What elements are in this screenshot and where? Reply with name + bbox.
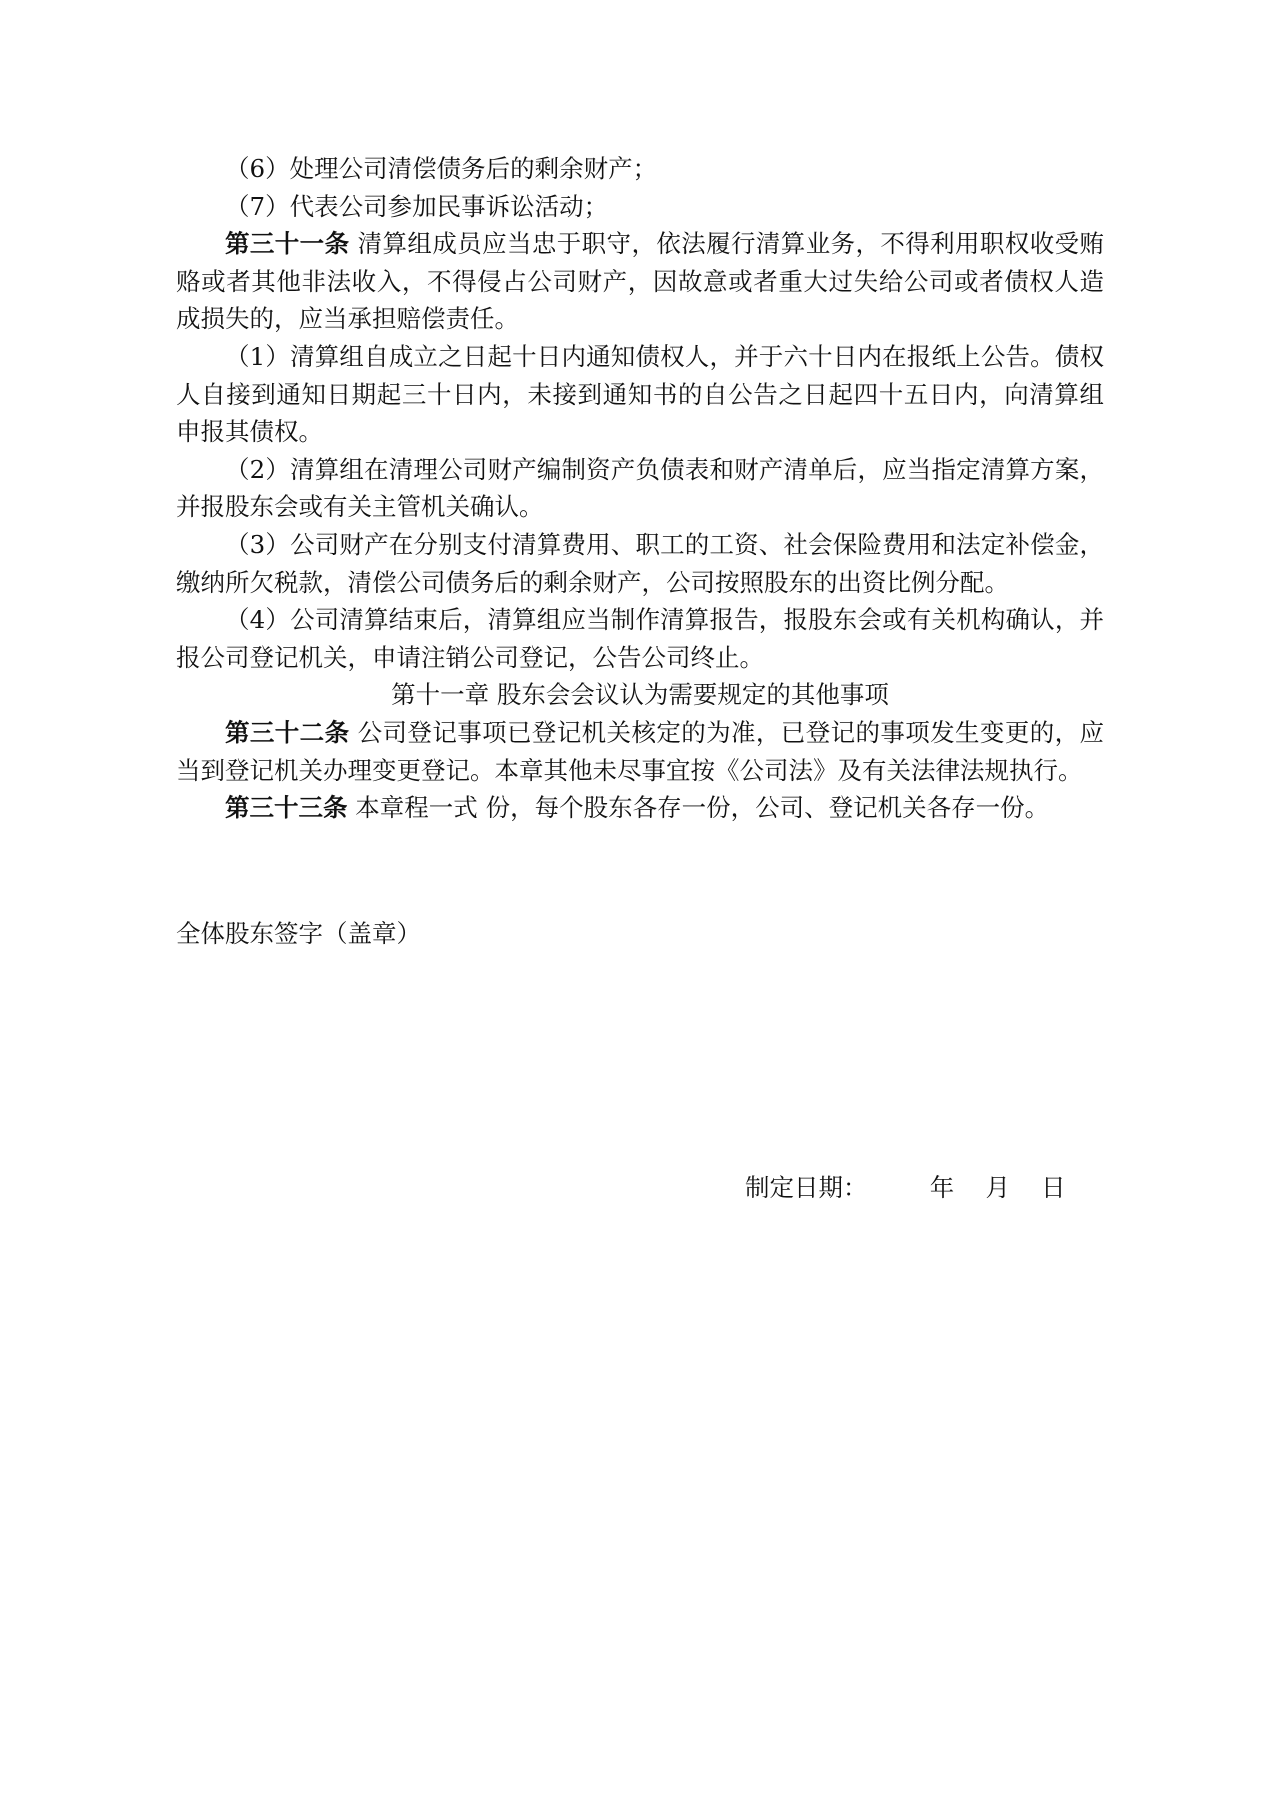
article-33-text: 本章程一式 份，每个股东各存一份，公司、登记机关各存一份。 xyxy=(347,793,1050,823)
article-33-label: 第三十三条 xyxy=(225,793,348,823)
article-31-point-3: （3）公司财产在分别支付清算费用、职工的工资、社会保险费用和法定补偿金，缴纳所欠税款，清偿公司债务后的剩余财产，公司按照股东的出资比例分配。 xyxy=(176,529,1104,597)
item-7: （7）代表公司参加民事诉讼活动； xyxy=(225,191,609,221)
article-31 xyxy=(176,225,1104,338)
article-33 xyxy=(176,789,1104,827)
article-31-text: 清算组成员应当忠于职守，依法履行清算业务，不得利用职权收受贿赂或者其他非法收入，不得侵占公司财产，因故意或者重大过失给公司或者债权人造成损失的，应当承担赔偿责任。 xyxy=(176,229,1104,334)
article-31-point-4: （4）公司清算结束后，清算组应当制作清算报告，报股东会或有关机构确认，并报公司登记机关，申请注销公司登记，公告公司终止。 xyxy=(176,605,1104,672)
article-31-point-2: （2）清算组在清理公司财产编制资产负债表和财产清单后，应当指定清算方案，并报股东会或有关主管机关确认。 xyxy=(176,454,1104,522)
item-6: （6）处理公司清偿债务后的剩余财产； xyxy=(225,154,658,183)
chapter-11-title: 第十一章 股东会会议认为需要规定的其他事项 xyxy=(391,680,889,710)
article-31-point-1: （1）清算组自成立之日起十日内通知债权人，并于六十日内在报纸上公告。债权人自接到通知日期起三十日内，未接到通知书的自公告之日起四十五日内，向清算组申报其债权。 xyxy=(176,341,1104,447)
article-32-label: 第三十二条 xyxy=(225,717,350,747)
document-body xyxy=(176,150,1104,827)
enactment-date-line: 制定日期： 年 月 日 xyxy=(745,1173,1066,1202)
shareholder-signature-line: 全体股东签字（盖章） xyxy=(176,919,421,948)
article-31-label: 第三十一条 xyxy=(225,229,350,259)
article-32 xyxy=(176,714,1104,789)
article-32-text: 公司登记事项已登记机关核定的为准，已登记的事项发生变更的，应当到登记机关办理变更登记。本章其他未尽事宜按《公司法》及有关法律法规执行。 xyxy=(176,717,1104,785)
